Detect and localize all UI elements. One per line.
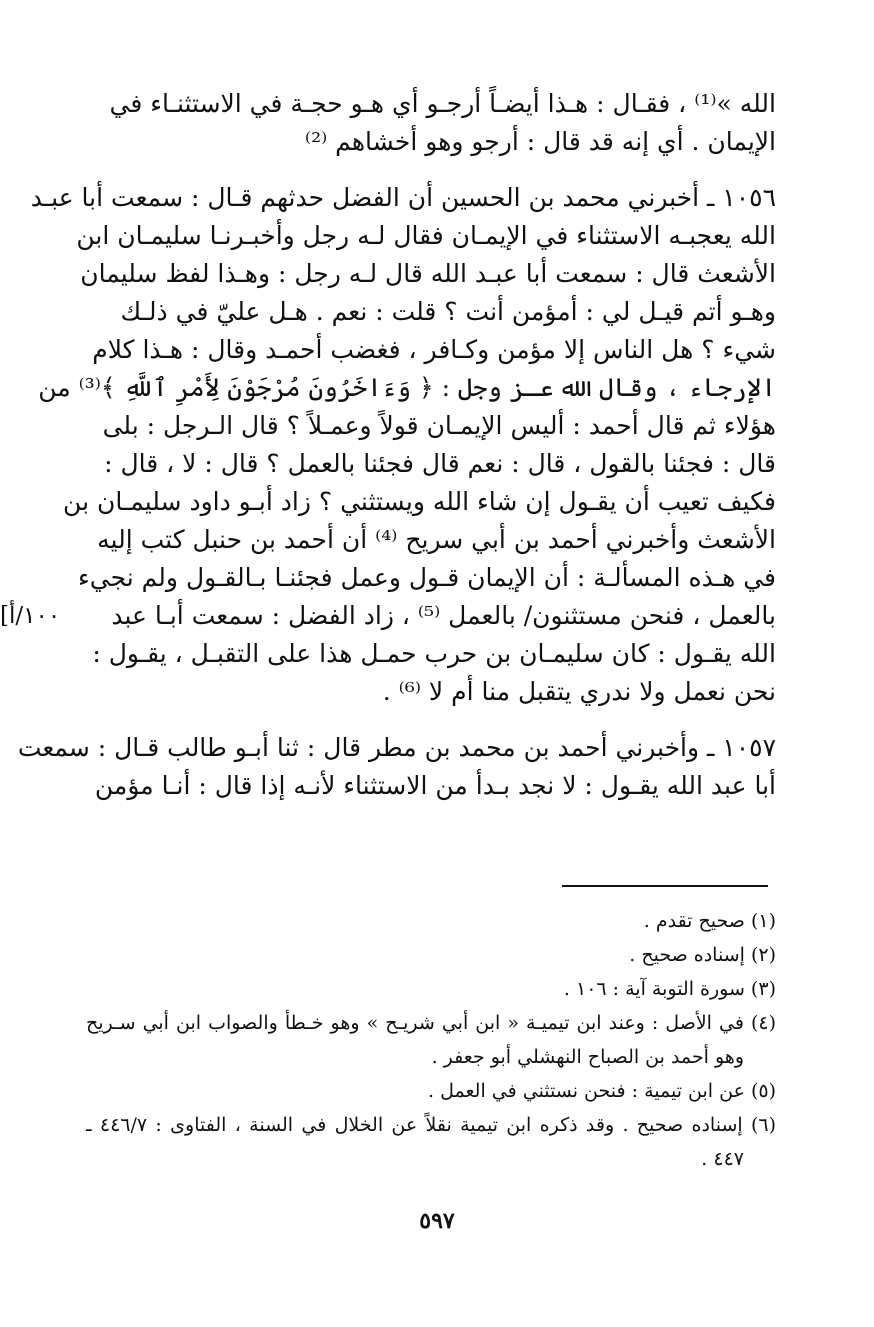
body-line-12: الأشعث وأخبرني أحمد بن أبي سريح ⁽⁴⁾ أن أحمد بن حنبل كتب إليه [97, 525, 776, 554]
body-line-16: نحن نعمل ولا ندري يتقبل منا أم لا ⁽⁶⁾ . [382, 677, 776, 706]
body-line-4: الله يعجبـه الاستثناء في الإيمـان فقال لـه رجل وأخبـرنـا سليمـان ابن [76, 221, 776, 250]
body-line-14: بالعمل ، فنحن مستثنون/ بالعمل ⁽⁵⁾ ، زاد الفضل : سمعت أبـا عبد [111, 601, 776, 630]
body-line-11: فكيف تعيب أن يقـول إن شاء الله ويستثني ؟ زاد أبـو داود سليمـان بن [63, 487, 776, 516]
footnote-separator [562, 885, 768, 887]
body-line-5: الأشعث قال : سمعت أبا عبـد الله قال لـه رجل : وهـذا لفظ سليمان [80, 259, 776, 288]
body-line-2: الإيمان . أي إنه قد قال : أرجو وهو أخشاهم ⁽²⁾ [304, 127, 776, 156]
margin-folio-note: [١٠٠/أ [0, 603, 61, 629]
body-line-7: شيء ؟ هل الناس إلا مؤمن وكـافر ، فغضب أحمـد وقال : هـذا كلام [92, 335, 776, 364]
footnote-6: (٦) إسناده صحيح . وقد ذكره ابن تيمية نقلاً عن الخلال في السنة ، الفتاوى : ٤٤٦/٧ ـ [86, 1114, 777, 1136]
footnote-4-continued: وهو أحمد بن الصباح النهشلي أبو جعفر . [431, 1046, 744, 1068]
footnote-6-continued: ٤٤٧ . [701, 1148, 744, 1170]
body-line-6: وهـو أتم قيـل لي : أمؤمن أنت ؟ قلت : نعم . هـل عليّ في ذلـك [120, 297, 776, 326]
footnote-1: (١) صحيح تقدم . [643, 910, 776, 932]
page-number: ٥٩٧ [419, 1208, 455, 1234]
footnote-5: (٥) عن ابن تيمية : فنحن نستثني في العمل . [428, 1080, 776, 1102]
body-line-9: هؤلاء ثم قال أحمد : أليس الإيمـان قولاً وعمـلاً ؟ قال الـرجل : بلى [102, 411, 776, 440]
footnote-2: (٢) إسناده صحيح . [629, 944, 776, 966]
footnote-4: (٤) في الأصل : وعند ابن تيميـة « ابن أبي شريـح » وهو خـطأ والصواب ابن أبي سـريح [86, 1012, 776, 1034]
body-line-15: الله يقـول : كان سليمـان بن حرب حمـل هذا على التقبـل ، يقـول : [92, 639, 776, 668]
quran-verse-line: الإرجاء ، وقال الله عـز وجل : ﴿ وَءَاخَرُونَ مُرْجَوْنَ لِأَمْرِ ٱللَّهِ ﴾⁽³⁾ من [38, 373, 776, 402]
footnote-3: (٣) سورة التوبة آية : ١٠٦ . [563, 978, 776, 1000]
body-line-13: في هـذه المسألـة : أن الإيمان قـول وعمل فجئنـا بـالقـول ولم نجيء [78, 563, 776, 592]
body-line-10: قال : فجئنا بالقول ، قال : نعم قال فجئنا بالعمل ؟ قال : لا ، قال : [104, 449, 776, 478]
body-line-1: الله »⁽¹⁾ ، فقـال : هـذا أيضـاً أرجـو أي هـو حجـة في الاستثنـاء في [109, 89, 776, 118]
entry-1056-line-1: ١٠٥٦ ـ أخبرني محمد بن الحسين أن الفضل حدثهم قـال : سمعت أبا عبـد [30, 183, 776, 212]
entry-1057-line-1: ١٠٥٧ ـ وأخبرني أحمد بن محمد بن مطر قال : ثنا أبـو طالب قـال : سمعت [17, 733, 776, 762]
body-line-18: أبا عبد الله يقـول : لا نجد بـدأ من الاستثناء لأنـه إذا قال : أنـا مؤمن [94, 771, 776, 800]
